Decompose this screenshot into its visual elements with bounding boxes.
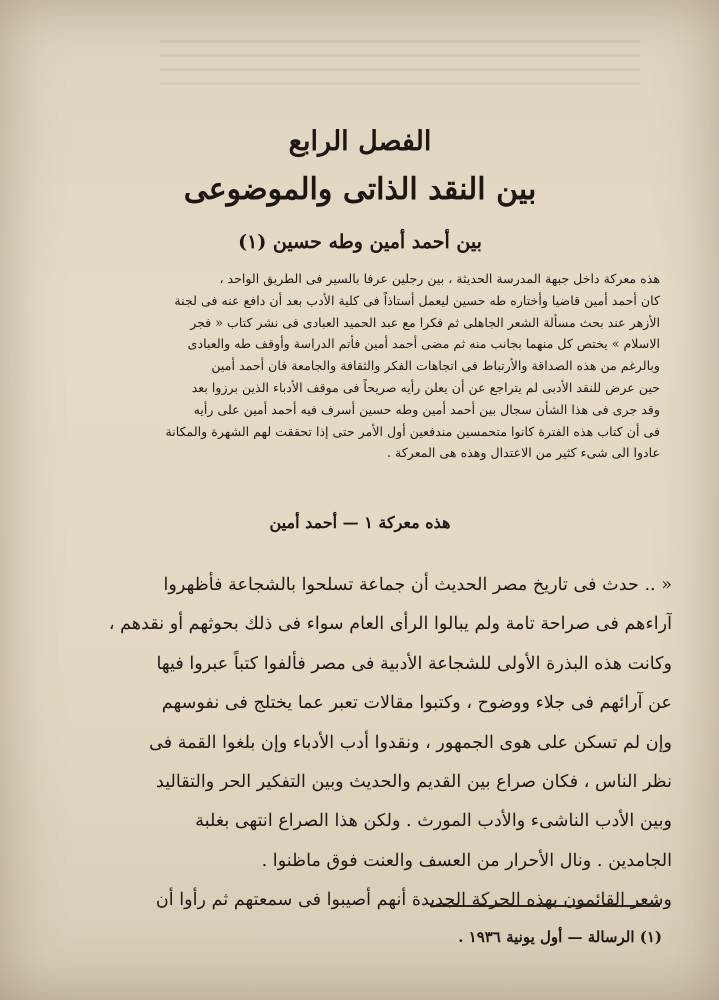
intro-line: هذه معركة داخل جبهة المدرسة الحديثة ، بين رجلين عرفا بالسير فى الطريق الواحد ،: [219, 271, 660, 286]
intro-line: كان أحمد أمين قاضيا وأختاره طه حسين ليعمل أستاذاً فى كلية الأدب بعد أن دافع عنه فى لجنة: [174, 292, 660, 308]
footnote: (١) الرسالة — أول يونية ١٩٣٦ .: [458, 928, 662, 946]
intro-line: الاسلام » يختص كل منهما بجانب منه ثم مضى أحمد أمين فأتم الدراسة وأوقف طه والعبادى: [187, 336, 660, 352]
intro-line: وبالرغم من هذه الصداقة والأرتباط فى اتجاهات الفكر والثقافة والجامعة فان أحمد أمين: [211, 358, 660, 374]
body-line: آراءهم فى صراحة تامة ولم يبالوا الرأى العام سواء فى ذلك بحوثهم أو نقدهم ،: [108, 614, 672, 635]
intro-line: حين عرض للنقد الأدبى لم يتراجع عن أن يعلن رأيه صريحاً فى موقف الأدباء الذين برزوا بعد: [191, 379, 660, 395]
body-line: نظر الناس ، فكان صراع بين القديم والحديث وبين التفكير الحر والتقاليد: [156, 772, 672, 793]
intro-line: الأزهر عند بحث مسألة الشعر الجاهلى ثم فكرا مع عبد الحميد العبادى فى نشر كتاب « فجر: [190, 314, 660, 330]
quoted-body: [100, 566, 672, 921]
section-heading: بين أحمد أمين وطه حسين (١): [238, 231, 482, 253]
footnote-divider: [430, 905, 660, 907]
body-line: « .. حدث فى تاريخ مصر الحديث أن جماعة تسلحوا بالشجاعة فأظهروا: [163, 575, 672, 595]
body-line: وبين الأدب الناشىء والأدب المورث . ولكن هذا الصراع انتهى بغلبة: [195, 811, 672, 832]
intro-line: فى أن كتاب هذه الفترة كانوا متحمسين مندفعين أول الأمر حتى إذا تحققت لهم الشهرة والمكانة: [165, 423, 660, 439]
body-line: وشعر القائمون بهذه الحركة الجديدة أنهم أصيبوا فى سمعتهم ثم رأوا أن: [155, 890, 672, 911]
body-line: الجامدين . ونال الأحرار من العسف والعنت فوق ماظنوا .: [261, 850, 672, 871]
intro-paragraph: [78, 268, 660, 464]
subsection-heading: هذه معركة ١ — أحمد أمين: [269, 513, 451, 532]
body-line: وإن لم تسكن على هوى الجمهور ، ونقدوا أدب الأدباء وإن بلغوا القمة فى: [149, 732, 672, 753]
body-line: عن آرائهم فى جلاء ووضوح ، وكتبوا مقالات تعبر عما يختلج فى نفوسهم: [161, 693, 672, 714]
chapter-label: الفصل الرابع: [288, 126, 432, 157]
intro-line: عادوا الى شىء كثير من الاعتدال وهذه هى المعركة .: [387, 445, 660, 461]
body-line: وكانت هذه البذرة الأولى للشجاعة الأدبية فى مصر فألفوا كتباً عبروا فيها: [156, 653, 672, 674]
chapter-title: بين النقد الذاتى والموضوعى: [183, 172, 537, 207]
intro-line: وقد جرى فى هذا الشأن سجال بين أحمد أمين وطه حسين أسرف فيه أحمد أمين على رأيه: [193, 401, 660, 417]
bleed-through-text: [160, 40, 640, 90]
